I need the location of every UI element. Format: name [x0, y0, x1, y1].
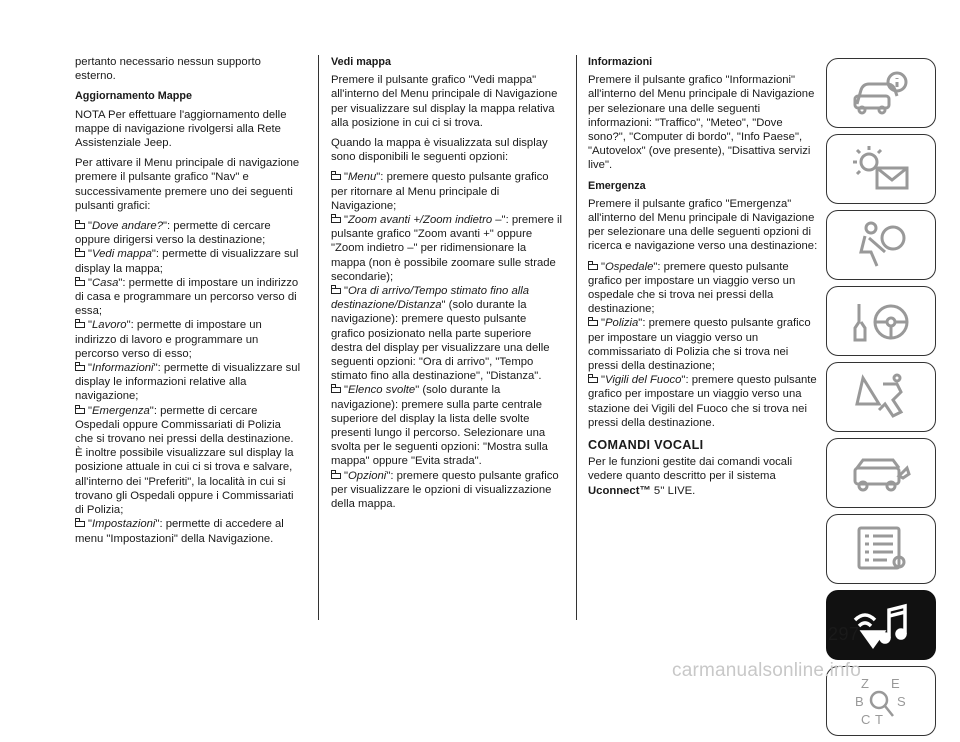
paragraph: Premere il pulsante grafico "Emergenza" all'interno del Menu principale di Navigazione per selezionare una delle seguenti opzioni di ricerca e navigazione verso una destinazione:	[588, 197, 818, 253]
index-icon	[849, 674, 913, 728]
list-item: "Impostazioni": permette di accedere al menu "Impostazioni" della Navigazione.	[75, 518, 284, 545]
bullet-icon	[331, 217, 341, 223]
option-text: : permette di accedere al menu "Impostazioni" della Navigazione.	[75, 518, 284, 545]
option-label: Lavoro	[92, 319, 127, 332]
column-2	[331, 55, 563, 517]
option-text: : premere questo pulsante grafico per ritornare al Menu principale di Navigazione;	[331, 171, 549, 212]
paragraph-text: Per le funzioni gestite dai comandi vocali vedere quanto descritto per il sistema	[588, 456, 793, 483]
option-label: Ora di arrivo/Tempo stimato fino alla destinazione/Distanza	[331, 285, 530, 312]
bullet-icon	[75, 365, 85, 371]
paragraph: Premere il pulsante grafico "Vedi mappa" all'interno del Menu principale di Navigazione per visualizzare sul display la mappa relativa alla posizione in cui ci si trova.	[331, 74, 558, 129]
option-text: : permette di impostare un indirizzo di casa e programmare un percorso verso di essa;	[75, 276, 299, 318]
list-item: "Zoom avanti +/Zoom indietro –": premere il pulsante grafico "Zoom avanti +" oppure "Zoom indietro –" per ridimensionare la mappa (non è possibile zoomare sulle strade secondarie);	[331, 214, 563, 283]
paragraph-text: 5'' LIVE.	[650, 484, 696, 497]
bullet-icon	[331, 473, 341, 479]
bullet-icon	[588, 320, 598, 326]
bullet-icon	[588, 377, 598, 383]
option-text: : permette di cercare Ospedali oppure Commissariati di Polizia che si trovano nei pressi della destinazione. È inoltre possibile visualizzare sul display la posizione attuale in cui ci si trova e salvare, all'interno dei "Preferiti", la località in cui si trovano gli Ospedali oppure i Commissariati di Polizia;	[75, 404, 294, 517]
bullet-icon	[588, 264, 598, 270]
option-label: Dove andare?	[92, 220, 163, 233]
car-info-icon	[849, 66, 913, 120]
option-text: : premere questo pulsante grafico per impostare un viaggio verso una stazione dei Vigili del Fuoco che si trova nei pressi della destinazione.	[588, 374, 817, 429]
option-text: : permette di visualizzare sul display la mappa;	[75, 248, 299, 275]
tab-warning-lights[interactable]	[826, 134, 936, 204]
column-divider	[576, 55, 577, 620]
list-item: "Opzioni": premere questo pulsante grafico per visualizzare le opzioni di visualizzazione della mappa.	[331, 469, 559, 511]
option-label: Vedi mappa	[92, 248, 152, 261]
column-1	[75, 55, 301, 552]
bullet-icon	[331, 174, 341, 180]
list-item: "Vedi mappa": permette di visualizzare sul display la mappa;	[75, 248, 299, 275]
bullet-icon	[331, 288, 341, 294]
option-text: : permette di visualizzare sul display le informazioni relative alla navigazione;	[75, 362, 301, 403]
option-label: Informazioni	[92, 362, 154, 375]
bullet-icon	[75, 521, 85, 527]
list-item: "Informazioni": permette di visualizzare sul display le informazioni relative alla navigazione;	[75, 362, 301, 403]
option-label: Opzioni	[348, 469, 387, 482]
option-label: Casa	[92, 276, 119, 289]
warning-lights-icon	[849, 142, 913, 196]
paragraph	[588, 455, 818, 498]
list-item: "Emergenza": permette di cercare Ospedali oppure Commissariati di Polizia che si trovano nei pressi della destinazione. È inoltre possibile visualizzare sul display la posizione attuale in cui ci si trova e salvare, all'interno dei "Preferiti", la località in cui si trovano gli Ospedali oppure i Commissariati di Polizia;	[75, 404, 294, 517]
airbag-safety-icon	[849, 218, 913, 272]
bullet-icon	[75, 280, 85, 286]
watermark: carmanualsonline.info	[672, 660, 862, 681]
option-label: Polizia	[605, 317, 639, 330]
option-text: : premere questo pulsante grafico per visualizzare le opzioni di visualizzazione della mappa.	[331, 469, 559, 511]
tab-starting-driving[interactable]	[826, 286, 936, 356]
option-label: Menu	[348, 171, 377, 184]
note-paragraph: NOTA Per effettuare l'aggiornamento delle mappe di navigazione rivolgersi alla Rete Assistenziale Jeep.	[75, 108, 287, 150]
svg-text:T: T	[875, 712, 883, 727]
paragraph: Quando la mappa è visualizzata sul display sono disponibili le seguenti opzioni:	[331, 137, 548, 164]
column-3	[588, 55, 818, 504]
svg-text:Z: Z	[861, 676, 869, 691]
option-list	[75, 219, 301, 546]
page-number: 297	[828, 624, 860, 644]
product-name: Uconnect™	[588, 484, 651, 497]
list-item: "Polizia": premere questo pulsante grafico per impostare un viaggio verso un commissariato di Polizia che si trova nei pressi della destinazione;	[588, 317, 811, 373]
list-item: "Ospedale": premere questo pulsante grafico per impostare un viaggio verso un ospedale che si trova nei pressi della destinazione;	[588, 260, 796, 316]
option-list	[588, 260, 818, 430]
paragraph: Per attivare il Menu principale di navigazione premere il pulsante grafico "Nav" e successivamente premere uno dei seguenti pulsanti grafici:	[75, 157, 300, 212]
bullet-icon	[75, 322, 85, 328]
svg-text:E: E	[891, 676, 900, 691]
tab-maintenance[interactable]	[826, 438, 936, 508]
bullet-icon	[75, 251, 85, 257]
emergency-icon	[849, 370, 913, 424]
list-item: "Casa": permette di impostare un indirizzo di casa e programmare un percorso verso di essa;	[75, 276, 299, 318]
option-text: : premere questo pulsante grafico per impostare un viaggio verso un commissariato di Polizia che si trova nei pressi della destinazione;	[588, 317, 811, 373]
option-text: (solo durante la navigazione): premere questo pulsante grafico posizionato nella parte superiore destra del display per visualizzare una delle seguenti opzioni: "Ora di arrivo", "Tempo stimato fino alla destinazione", "Distanza".	[331, 299, 550, 383]
list-item: "Ora di arrivo/Tempo stimato fino alla destinazione/Distanza" (solo durante la navigazione): premere questo pulsante grafico posizionato nella parte superiore destra del display per visualizzare una delle seguenti opzioni: "Ora di arrivo", "Tempo stimato fino alla destinazione", "Distanza".	[331, 285, 550, 383]
list-item: "Vigili del Fuoco": premere questo pulsante grafico per impostare un viaggio verso una stazione dei Vigili del Fuoco che si trova nei pressi della destinazione.	[588, 374, 817, 429]
tab-car-info[interactable]	[826, 58, 936, 128]
option-text: : premere il pulsante grafico "Zoom avanti +" oppure "Zoom indietro –" per ridimensionare la mappa (non è possibile zoomare sulle strade secondarie);	[331, 214, 563, 283]
option-text: : permette di cercare oppure dirigersi verso la destinazione;	[75, 220, 271, 247]
section-heading: Informazioni	[588, 56, 653, 68]
bullet-icon	[331, 387, 341, 393]
bullet-icon	[75, 223, 85, 229]
svg-text:C: C	[861, 712, 871, 727]
tab-airbag-safety[interactable]	[826, 210, 936, 280]
option-text: (solo durante la navigazione): premere sulla parte centrale superiore del display la lista delle svolte presenti lungo il percorso. Selezionare una svolta per le seguenti opzioni: "Mostra sulla mappa" oppure "Evita strada".	[331, 384, 548, 468]
section-heading: Emergenza	[588, 179, 646, 192]
option-label: Elenco svolte	[348, 384, 416, 397]
list-item: "Lavoro": permette di impostare un indirizzo di lavoro e programmare un percorso verso di esso;	[75, 319, 262, 360]
maintenance-icon	[849, 446, 913, 500]
option-text: : permette di impostare un indirizzo di lavoro e programmare un percorso verso di esso;	[75, 319, 262, 360]
list-item: "Elenco svolte" (solo durante la navigazione): premere sulla parte centrale superiore del display la lista delle svolte presenti lungo il percorso. Selezionare una svolta per le seguenti opzioni: "Mostra sulla mappa" oppure "Evita strada".	[331, 384, 548, 468]
option-label: Zoom avanti +/Zoom indietro –	[348, 214, 502, 227]
section-heading: Vedi mappa	[331, 56, 392, 68]
svg-text:B: B	[855, 694, 864, 709]
tab-emergency[interactable]	[826, 362, 936, 432]
paragraph: pertanto necessario nessun supporto esterno.	[75, 56, 261, 83]
option-label: Impostazioni	[92, 518, 156, 531]
option-list	[331, 170, 563, 511]
option-label: Emergenza	[92, 404, 150, 417]
option-text: : premere questo pulsante grafico per impostare un viaggio verso un ospedale che si trova nei pressi della destinazione;	[588, 260, 796, 316]
option-label: Vigili del Fuoco	[605, 374, 682, 387]
section-heading: Aggiornamento Mappe	[75, 90, 192, 103]
svg-text:S: S	[897, 694, 906, 709]
paragraph: Premere il pulsante grafico "Informazioni" all'interno del Menu principale di Navigazione per selezionare una delle seguenti informazioni: "Traffico", "Meteo", "Dove sono?", "Computer di bordo", "Info Paese", "Autovelox" (ove presente), "Disattiva servizi live".	[588, 74, 815, 172]
starting-driving-icon	[849, 294, 913, 348]
technical-data-icon	[849, 522, 913, 576]
chapter-heading: COMANDI VOCALI	[588, 438, 704, 453]
tab-technical-data[interactable]	[826, 514, 936, 584]
list-item: "Menu": premere questo pulsante grafico per ritornare al Menu principale di Navigazione;	[331, 171, 549, 212]
bullet-icon	[75, 408, 85, 414]
column-divider	[318, 55, 319, 620]
option-label: Ospedale	[605, 260, 654, 273]
list-item: "Dove andare?": permette di cercare oppure dirigersi verso la destinazione;	[75, 220, 271, 247]
